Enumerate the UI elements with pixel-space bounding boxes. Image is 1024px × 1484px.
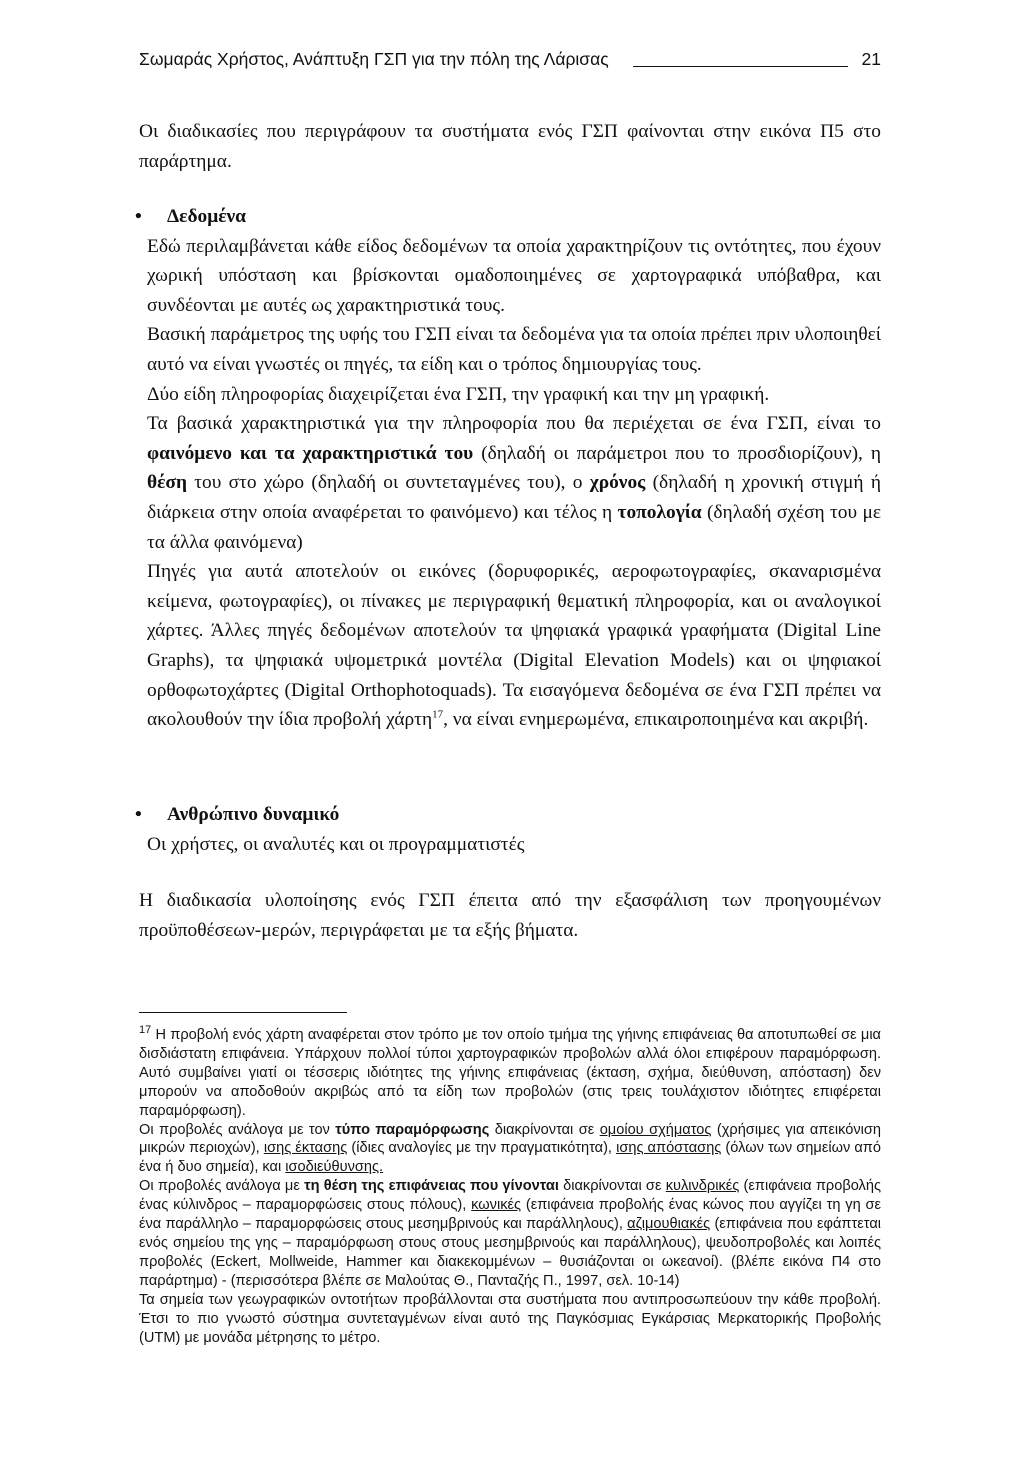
text-run: Τα βασικά χαρακτηριστικά για την πληροφορία που θα περιέχεται σε ένα ΓΣΠ, είναι το bbox=[147, 413, 881, 435]
text-run: (δηλαδή η χρονική στιγμή ή διάρκεια στην οποία αναφέρεται το φαινόμενο) και τέλος η bbox=[147, 472, 881, 523]
running-header-title: Σωμαράς Χρήστος, Ανάπτυξη ΓΣΠ για την πόλη της Λάρισας bbox=[139, 48, 609, 69]
human-section bbox=[135, 800, 881, 859]
intro-block bbox=[139, 117, 881, 176]
intro-paragraph: Οι διαδικασίες που περιγράφουν τα συστήματα ενός ΓΣΠ φαίνονται στην εικόνα Π5 στο παράρτημα. bbox=[139, 121, 881, 172]
footnote-block bbox=[139, 1026, 881, 1347]
text-run: , να είναι ενημερωμένα, επικαιροποιημένα και ακριβή. bbox=[443, 709, 869, 731]
text-run: Οι προβολές ανάλογα με bbox=[139, 1178, 305, 1195]
underlined-term: ισης απόστασης bbox=[616, 1140, 722, 1157]
text-run: (δηλαδή οι παράμετροι που το προσδιορίζουν), η bbox=[473, 442, 881, 464]
data-paragraph: Δύο είδη πληροφορίας διαχειρίζεται ένα ΓΣΠ, την γραφική και την μη γραφική. bbox=[147, 383, 770, 405]
data-section bbox=[135, 202, 881, 735]
human-body bbox=[139, 830, 881, 860]
underlined-term: ομοίου σχήματος bbox=[599, 1121, 712, 1138]
bold-term: τύπο παραμόρφωσης bbox=[335, 1121, 490, 1138]
underlined-term: ισοδιεύθυνσης. bbox=[285, 1159, 384, 1176]
text-run: (δηλαδή σχέση του με τα άλλα φαινόμενα) bbox=[147, 501, 881, 553]
text-run: (επιφάνεια προβολής ένας κώνος που αγγίζει τη γη σε ένα παράλληλο – παραμορφώσεις στους μεσημβρινούς και παράλληλους), bbox=[139, 1197, 882, 1233]
data-paragraph: Βασική παράμετρος της υφής του ΓΣΠ είναι τα δεδομένα για τα οποία πρέπει πριν υλοποιηθεί αυτό να είναι γνωστές οι πηγές, τα είδη και ο τρόπος δημιουργίας τους. bbox=[147, 324, 881, 375]
text-run: του στο χώρο (δηλαδή οι συντεταγμένες του), ο bbox=[186, 472, 590, 494]
bold-term: χρόνος bbox=[589, 472, 646, 494]
text-run: (επιφάνεια προβολής ένας κύλινδρος – παραμορφώσεις στους πόλους), bbox=[139, 1178, 881, 1214]
underlined-term: κυλινδρικές bbox=[665, 1178, 740, 1195]
bullet-icon: • bbox=[135, 804, 142, 825]
data-heading-row bbox=[135, 202, 881, 232]
data-paragraph: Εδώ περιλαμβάνεται κάθε είδος δεδομένων τα οποία χαρακτηρίζουν τις οντότητες, που έχουν χωρική υπόσταση και βρίσκονται ομαδοποιημένες σε χαρτογραφικά υπόβαθρα, και συνδέονται με αυτές ως χαρακτηριστικά τους. bbox=[147, 235, 881, 316]
procedure-block bbox=[139, 886, 881, 945]
data-paragraph-characteristics bbox=[147, 409, 881, 557]
data-paragraph-sources bbox=[147, 557, 881, 735]
text-run: Πηγές για αυτά αποτελούν οι εικόνες (δορυφορικές, αεροφωτογραφίες, σκαναρισμένα κείμενα, φωτογραφίες), οι πίνακες με περιγραφική θεματική πληροφορία, και οι αναλογικοί χάρτες. Άλλες πηγές δεδομένων αποτελούν τα ψηφιακά γραφικά γραφήματα (Digital Line Graphs), τα ψηφιακά υψομετρικά μοντέλα (Digital Elevation Models) και οι ψηφιακοί ορθοφωτοχάρτες (Digital Orthophotoquads). Τα εισαγόμενα δεδομένα σε ένα ΓΣΠ πρέπει να ακολουθούν την ίδια προβολή χάρτη bbox=[147, 561, 881, 731]
text-run: Οι προβολές ανάλογα με τον bbox=[139, 1121, 336, 1138]
data-body bbox=[139, 232, 881, 735]
underlined-term: κωνικές bbox=[471, 1197, 522, 1214]
header-rule bbox=[633, 52, 848, 67]
bullet-icon: • bbox=[135, 206, 142, 227]
procedure-paragraph: Η διαδικασία υλοποίησης ενός ΓΣΠ έπειτα από την εξασφάλιση των προηγουμένων προϋποθέσεων-μερών, περιγράφεται με τα εξής βήματα. bbox=[139, 890, 881, 941]
footnote-paragraph: Τα σημεία των γεωγραφικών οντοτήτων προβάλλονται στα συστήματα που αντιπροσωπεύουν την κάθε προβολή. Έτσι το πιο γνωστό σύστημα συντεταγμένων είναι αυτό της Παγκόσμιας Εγκάρσιας Μερκατορικής Προβολής (UTM) με μονάδα μέτρησης το μέτρο. bbox=[139, 1291, 881, 1346]
footnote-separator bbox=[139, 1012, 347, 1013]
text-run: διακρίνονται σε bbox=[558, 1178, 666, 1195]
data-heading: Δεδομένα bbox=[167, 206, 246, 227]
human-heading: Ανθρώπινο δυναμικό bbox=[167, 804, 340, 825]
text-run: (επιφάνεια που εφάπτεται ενός σημείου της γης – παραμόρφωση στους στους μεσημβρινούς και παράλληλους), ψευδοπροβολές και λοιπές προβολές (Eckert, Mollweide, Hammer και διακεκομμένων – θυσιάζονται οι ωκεανοί). (βλέπε εικόνα Π4 στο παράρτημα) - (περισσότερα βλέπε σε Μαλούτας Θ., Πανταζής Π., 1997, σελ. 10-14) bbox=[139, 1216, 881, 1289]
text-run: (ίδιες αναλογίες με την πραγματικότητα), bbox=[347, 1140, 617, 1157]
text-run: διακρίνονται σε bbox=[489, 1121, 600, 1138]
bold-term: θέση bbox=[147, 472, 187, 494]
footnote-paragraph bbox=[139, 1121, 881, 1178]
page-header bbox=[139, 44, 881, 74]
text-run: (όλων των σημείων από ένα ή δυο σημεία), και bbox=[139, 1140, 881, 1176]
bold-term: τη θέση της επιφάνειας που γίνονται bbox=[304, 1178, 559, 1195]
underlined-term: ισης έκτασης bbox=[263, 1140, 348, 1157]
footnote-paragraph bbox=[139, 1026, 881, 1121]
underlined-term: αζιμουθιακές bbox=[627, 1216, 711, 1233]
human-paragraph: Οι χρήστες, οι αναλυτές και οι προγραμματιστές bbox=[147, 833, 525, 855]
page-number: 21 bbox=[861, 48, 881, 69]
bold-term: φαινόμενο και τα χαρακτηριστικά του bbox=[147, 442, 474, 464]
footnote-marker: 17 bbox=[139, 1024, 152, 1037]
text-run: (χρήσιμες για απεικόνιση μικρών περιοχών), bbox=[139, 1121, 881, 1157]
footnote-paragraph bbox=[139, 1177, 881, 1290]
text-run: Η προβολή ενός χάρτη αναφέρεται στον τρόπο με τον οποίο τμήμα της γήινης επιφάνειας θα αποτυπωθεί σε μια δισδιάστατη επιφάνεια. Υπάρχουν πολλοί τύποι χαρτογραφικών προβολών αλλά όλοι επιφέρουν παραμόρφωση. Αυτό συμβαίνει γιατί οι τέσσερις ιδιότητες της γήινης επιφάνειας (έκταση, σχήμα, διεύθυνση, απόσταση) δεν μπορούν να αποδοθούν ακριβώς από τα είδη των προβολών (στις τρεις τουλάχιστον ιδιότητες επιφέρεται παραμόρφωση). bbox=[139, 1027, 881, 1119]
human-heading-row bbox=[135, 800, 881, 830]
footnote-reference[interactable]: 17 bbox=[432, 708, 444, 721]
bold-term: τοπολογία bbox=[617, 501, 702, 523]
